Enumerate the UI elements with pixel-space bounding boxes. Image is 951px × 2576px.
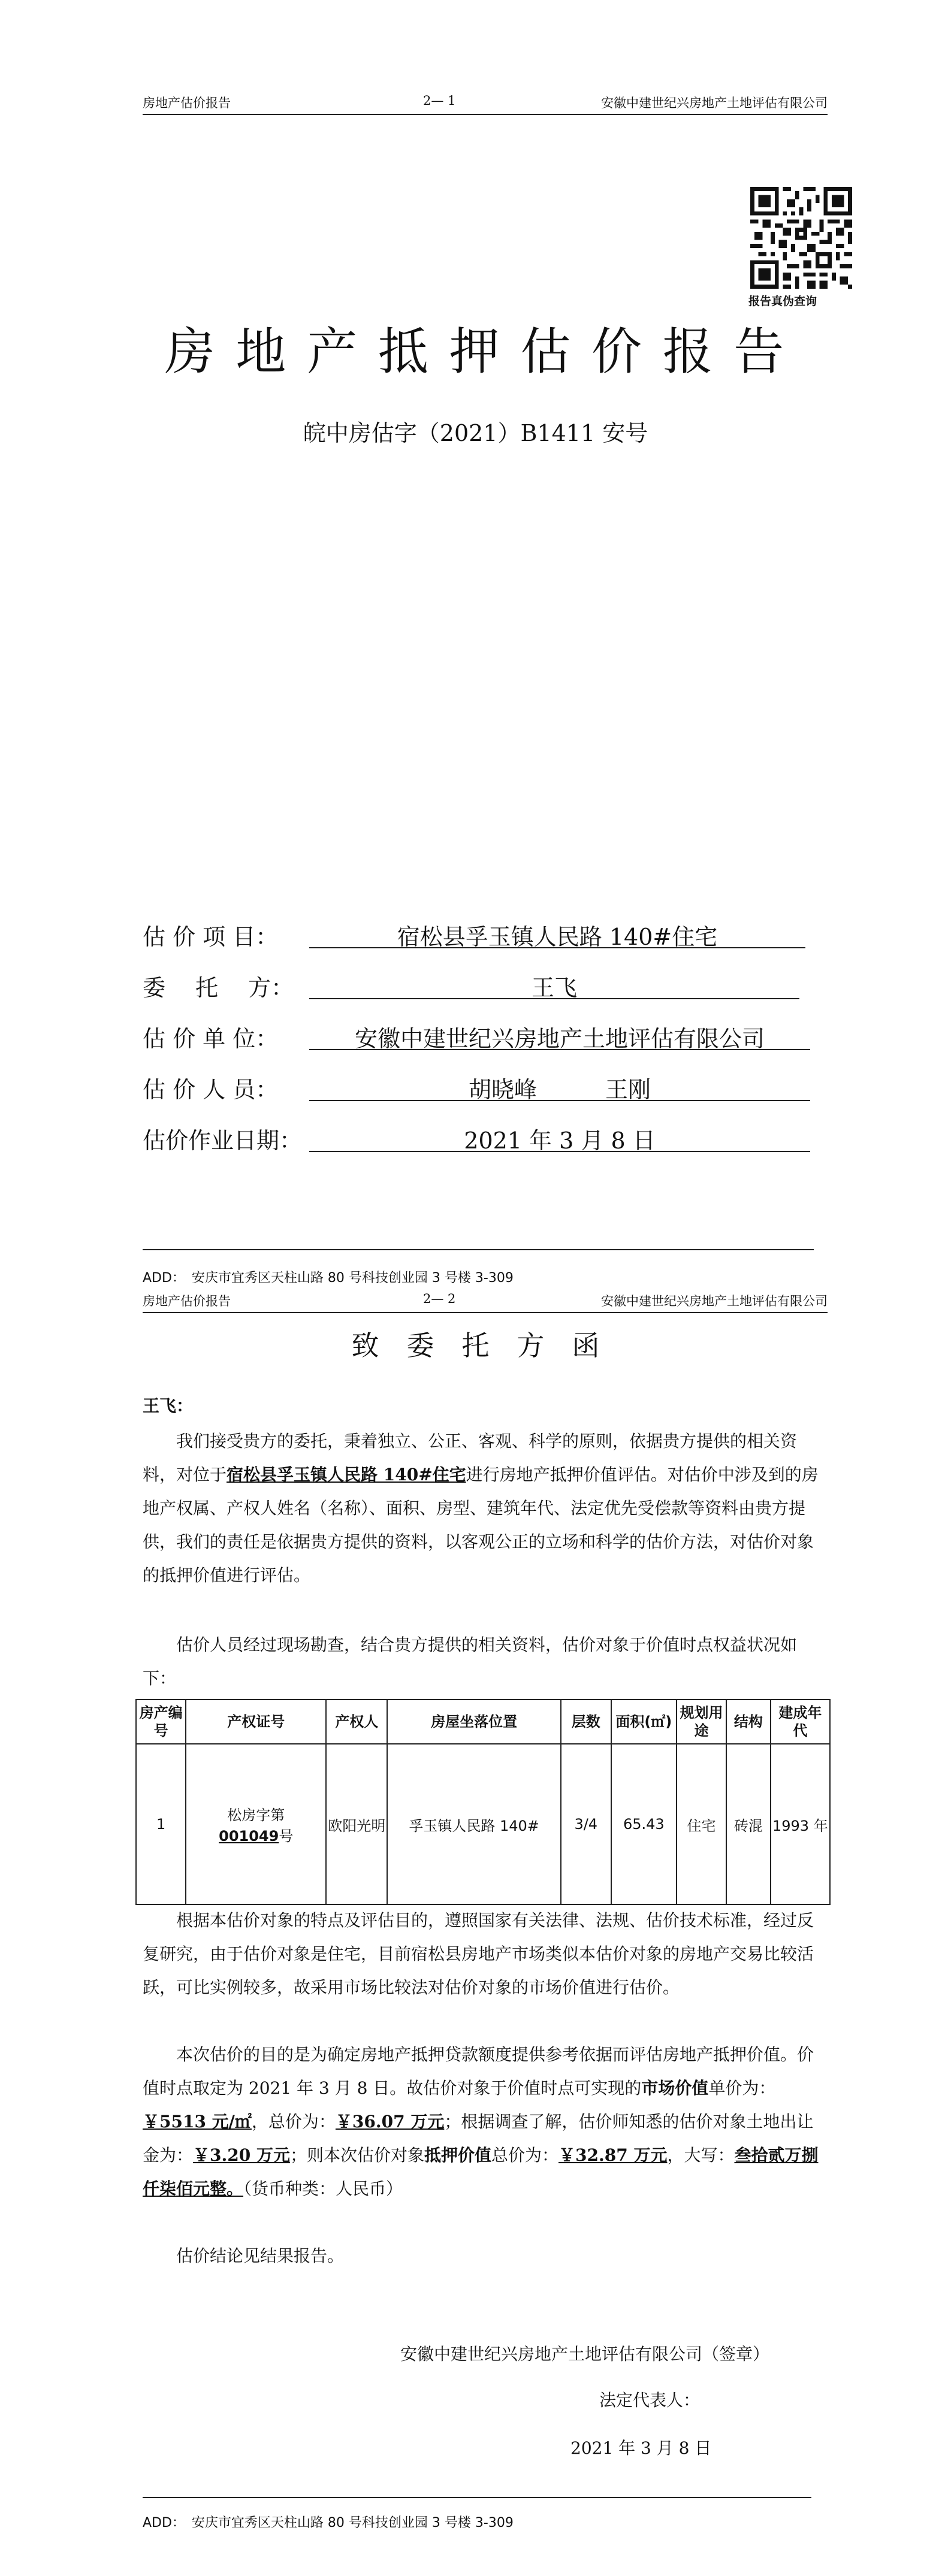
cover-label: 估 价 单 位： <box>143 1026 279 1052</box>
text: 号 <box>279 1828 294 1845</box>
cover-label: 估 价 项 目： <box>143 924 279 950</box>
unit-price: ￥5513 元/㎡ <box>143 2112 252 2131</box>
cell-year: 1993 年 <box>771 1744 830 1904</box>
signature-company: 安徽中建世纪兴房地产土地评估有限公司（签章） <box>400 2344 770 2364</box>
page-header <box>143 90 828 115</box>
cell-location: 孚玉镇人民路 140# <box>387 1744 560 1904</box>
cell-area: 65.43 <box>611 1744 677 1904</box>
qr-caption: 报告真伪查询 <box>748 295 817 308</box>
signature-date: 2021 年 3 月 8 日 <box>570 2438 712 2458</box>
cell-cert <box>186 1744 326 1904</box>
text: 进行房地产抵押价值评估。对估价中涉及到的房地产权属、产权人姓名（名称）、面积、房型、建筑年代、法定优先受偿款等资料由贵方提供，我们的责任是依据贵方提供的资料，以客观公正的立场和科学的估价方法，对估价对象的抵押价值进行评估。 <box>143 1465 819 1585</box>
cover-value: 宿松县孚玉镇人民路 140#住宅 <box>309 918 805 948</box>
report-title: 房 地 产 抵 押 估 价 报 告 <box>164 322 787 381</box>
text: （货币种类：人民币） <box>243 2179 403 2199</box>
cell-no: 1 <box>136 1744 186 1904</box>
table-header: 结构 <box>726 1700 771 1744</box>
property-location: 宿松县孚玉镇人民路 140#住宅 <box>227 1465 466 1484</box>
text: 根据本估价对象的特点及评估目的，遵照国家有关法律、法规、估价技术标准，经过反复研究，由于估价对象是住宅，目前宿松县房地产市场类似本估价对象的房地产交易比较活跃，可比实例较多，故采用市场比较法对估价对象的市场价值进行估价。 <box>143 1910 814 1997</box>
table-header: 产权人 <box>326 1700 387 1744</box>
text: 总价为： <box>491 2145 559 2165</box>
property-table <box>135 1699 831 1905</box>
table-header: 层数 <box>561 1700 611 1744</box>
cert-number: 001049 <box>219 1828 279 1845</box>
qr-code-icon <box>750 187 852 289</box>
mortgage-value: ￥32.87 万元 <box>558 2145 668 2165</box>
cover-label: 估 价 人 员： <box>143 1077 279 1103</box>
footer-divider <box>143 1249 814 1250</box>
report-number: 皖中房估字（2021）B1411 安号 <box>303 420 648 446</box>
cell-use: 住宅 <box>677 1744 726 1904</box>
land-transfer-fee: ￥3.20 万元 <box>193 2145 290 2165</box>
letter-salutation: 王飞： <box>143 1396 194 1416</box>
text: 估价结论见结果报告。 <box>176 2246 345 2266</box>
text: 松房字第 <box>227 1807 285 1824</box>
table-header: 建成年代 <box>771 1700 830 1744</box>
cell-structure: 砖混 <box>726 1744 771 1904</box>
mortgage-value-label: 抵押价值 <box>424 2145 491 2165</box>
total-price: ￥36.07 万元 <box>335 2112 445 2131</box>
letter-paragraph-2 <box>143 1628 820 1695</box>
text: ，总价为： <box>251 2112 336 2131</box>
signature-representative: 法定代表人： <box>599 2390 701 2410</box>
text: 估价人员经过现场勘查，结合贵方提供的相关资料，估价对象于价值时点权益状况如下： <box>143 1635 798 1688</box>
uppercase-amount: 叁拾贰万捌仟柒佰元整。 <box>143 2145 819 2199</box>
table-header: 产权证号 <box>186 1700 326 1744</box>
text: 本次估价的目的是为确定房地产抵押贷款额度提供参考依据而评估房地产抵押价值。价值时点取定为 2021 年 3 月 8 日。故估价对象于价值时点可实现的 <box>143 2045 814 2098</box>
header-left: 房地产估价报告 <box>143 96 231 110</box>
page-header <box>143 1288 828 1313</box>
letter-paragraph-4 <box>143 2038 820 2206</box>
table-header-row <box>136 1700 830 1744</box>
cell-owner: 欧阳光明 <box>326 1744 387 1904</box>
cover-value: 胡晓峰 王刚 <box>309 1071 810 1101</box>
table-header: 房屋坐落位置 <box>387 1700 560 1744</box>
text: ；根据调查了解，估价师知悉的估价对象土地出让金为： <box>143 2112 814 2165</box>
header-left: 房地产估价报告 <box>143 1294 231 1308</box>
cover-label: 估价作业日期： <box>143 1127 303 1154</box>
cover-label: 委 托 方： <box>143 975 294 1001</box>
table-header: 面积(㎡) <box>611 1700 677 1744</box>
footer-divider <box>143 2497 811 2498</box>
header-right: 安徽中建世纪兴房地产土地评估有限公司 <box>601 96 828 110</box>
text: ；则本次估价对象 <box>289 2145 424 2165</box>
table-header: 规划用途 <box>677 1700 726 1744</box>
header-page-number: 2— 2 <box>423 1292 456 1306</box>
letter-paragraph-3 <box>143 1904 820 2004</box>
cover-value: 王飞 <box>309 969 799 999</box>
footer-address: ADD： 安庆市宜秀区天柱山路 80 号科技创业园 3 号楼 3-309 <box>143 2515 514 2530</box>
footer-address: ADD： 安庆市宜秀区天柱山路 80 号科技创业园 3 号楼 3-309 <box>143 1271 514 1286</box>
cell-floors: 3/4 <box>561 1744 611 1904</box>
letter-paragraph-1 <box>143 1425 820 1592</box>
text: 单价为： <box>708 2078 776 2098</box>
cover-value: 2021 年 3 月 8 日 <box>309 1122 810 1152</box>
header-page-number: 2— 1 <box>423 93 456 108</box>
market-value-label: 市场价值 <box>641 2078 709 2098</box>
table-row <box>136 1744 830 1904</box>
text: 我们接受贵方的委托，秉着独立、公正、客观、科学的原则，依据贵方提供的相关资料，对位于 <box>143 1431 798 1484</box>
text: ，大写： <box>667 2145 735 2165</box>
letter-title: 致 委 托 方 函 <box>351 1329 600 1362</box>
table-header: 房产编号 <box>136 1700 186 1744</box>
cover-value: 安徽中建世纪兴房地产土地评估有限公司 <box>309 1020 810 1050</box>
letter-paragraph-5 <box>143 2239 820 2273</box>
header-right: 安徽中建世纪兴房地产土地评估有限公司 <box>601 1294 828 1308</box>
